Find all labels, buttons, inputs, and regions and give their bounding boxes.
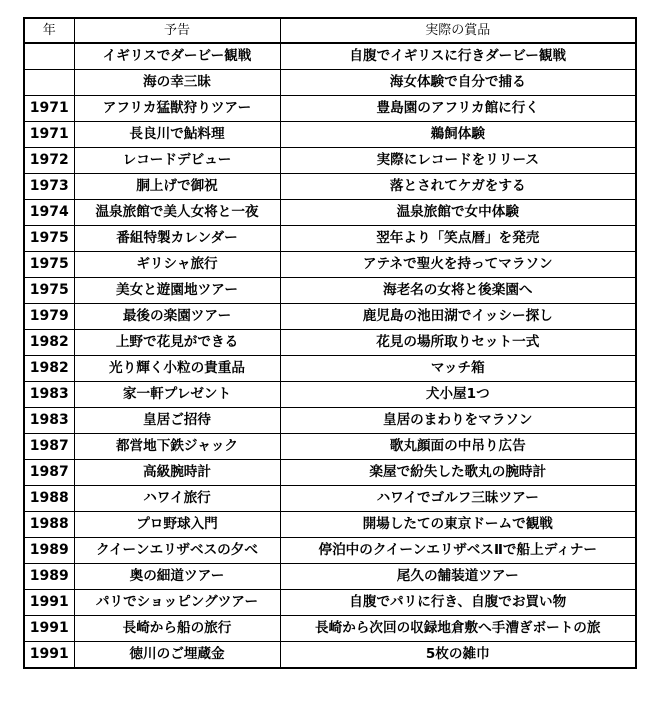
year-cell: 1987 [24,434,74,460]
table-row [24,96,636,122]
yokoku-cell: 徳川のご埋蔵金 [74,642,280,669]
prize-table [23,17,637,669]
jissai-cell: 開場したての東京ドームで観戦 [280,512,636,538]
yokoku-cell: イギリスでダービー観戦 [74,43,280,70]
jissai-cell: 皇居のまわりをマラソン [280,408,636,434]
yokoku-cell: 家一軒プレゼント [74,382,280,408]
year-cell: 1987 [24,460,74,486]
yokoku-cell: レコードデビュー [74,148,280,174]
year-cell: 1991 [24,642,74,669]
year-cell: 1988 [24,486,74,512]
year-cell [24,70,74,96]
year-cell: 1988 [24,512,74,538]
jissai-cell: 実際にレコードをリリース [280,148,636,174]
table-row [24,616,636,642]
year-cell: 1973 [24,174,74,200]
yokoku-cell: 美女と遊園地ツアー [74,278,280,304]
year-cell: 1971 [24,96,74,122]
year-cell: 1975 [24,252,74,278]
table-row [24,252,636,278]
table-row [24,408,636,434]
jissai-cell: 落とされてケガをする [280,174,636,200]
year-cell: 1989 [24,564,74,590]
table-row [24,226,636,252]
table-row [24,382,636,408]
table-row [24,564,636,590]
yokoku-cell: 皇居ご招待 [74,408,280,434]
yokoku-cell: パリでショッピングツアー [74,590,280,616]
yokoku-cell: 光り輝く小粒の貴重品 [74,356,280,382]
jissai-cell: 鵜飼体験 [280,122,636,148]
yokoku-cell: 胴上げで御祝 [74,174,280,200]
jissai-cell: 楽屋で紛失した歌丸の腕時計 [280,460,636,486]
jissai-cell: 温泉旅館で女中体験 [280,200,636,226]
yokoku-cell: 海の幸三昧 [74,70,280,96]
table-row [24,330,636,356]
yokoku-cell: 上野で花見ができる [74,330,280,356]
year-cell: 1982 [24,356,74,382]
year-cell: 1982 [24,330,74,356]
table-row [24,356,636,382]
yokoku-cell: 都営地下鉄ジャック [74,434,280,460]
yokoku-cell: 温泉旅館で美人女将と一夜 [74,200,280,226]
jissai-cell: 5枚の雑巾 [280,642,636,669]
year-cell: 1972 [24,148,74,174]
year-cell: 1983 [24,382,74,408]
table-row [24,642,636,669]
yokoku-cell: プロ野球入門 [74,512,280,538]
table-row [24,486,636,512]
table-body [24,43,636,668]
yokoku-cell: 長良川で鮎料理 [74,122,280,148]
jissai-cell: 鹿児島の池田湖でイッシー探し [280,304,636,330]
yokoku-cell: アフリカ猛獣狩りツアー [74,96,280,122]
table-row [24,590,636,616]
jissai-cell: アテネで聖火を持ってマラソン [280,252,636,278]
yokoku-cell: 高級腕時計 [74,460,280,486]
jissai-cell: 花見の場所取りセット一式 [280,330,636,356]
jissai-cell: 豊島園のアフリカ館に行く [280,96,636,122]
yokoku-cell: クイーンエリザベスの夕べ [74,538,280,564]
yokoku-cell: 番組特製カレンダー [74,226,280,252]
table-row [24,460,636,486]
header-jissai: 実際の賞品 [280,18,636,43]
table-row [24,122,636,148]
year-cell: 1991 [24,616,74,642]
jissai-cell: 停泊中のクイーンエリザベスⅡで船上ディナー [280,538,636,564]
jissai-cell: 翌年より「笑点暦」を発売 [280,226,636,252]
year-cell: 1974 [24,200,74,226]
header-year: 年 [24,18,74,43]
yokoku-cell: 最後の楽園ツアー [74,304,280,330]
table-row [24,70,636,96]
year-cell: 1983 [24,408,74,434]
table-row [24,304,636,330]
jissai-cell: 尾久の舗装道ツアー [280,564,636,590]
table-row [24,538,636,564]
year-cell [24,43,74,70]
yokoku-cell: 長崎から船の旅行 [74,616,280,642]
jissai-cell: 歌丸顔面の中吊り広告 [280,434,636,460]
table-row [24,278,636,304]
table-row [24,200,636,226]
jissai-cell: 海老名の女将と後楽園へ [280,278,636,304]
year-cell: 1975 [24,278,74,304]
year-cell: 1989 [24,538,74,564]
table-row [24,512,636,538]
year-cell: 1991 [24,590,74,616]
table-row [24,174,636,200]
year-cell: 1971 [24,122,74,148]
jissai-cell: 自腹でパリに行き、自腹でお買い物 [280,590,636,616]
jissai-cell: マッチ箱 [280,356,636,382]
table-row [24,148,636,174]
yokoku-cell: ハワイ旅行 [74,486,280,512]
header-row [24,18,636,43]
yokoku-cell: ギリシャ旅行 [74,252,280,278]
jissai-cell: 長崎から次回の収録地倉敷へ手漕ぎボートの旅 [280,616,636,642]
jissai-cell: 海女体験で自分で捕る [280,70,636,96]
table-row [24,434,636,460]
year-cell: 1979 [24,304,74,330]
yokoku-cell: 奥の細道ツアー [74,564,280,590]
jissai-cell: 犬小屋1つ [280,382,636,408]
year-cell: 1975 [24,226,74,252]
table-row [24,43,636,70]
header-yokoku: 予告 [74,18,280,43]
jissai-cell: ハワイでゴルフ三昧ツアー [280,486,636,512]
jissai-cell: 自腹でイギリスに行きダービー観戦 [280,43,636,70]
